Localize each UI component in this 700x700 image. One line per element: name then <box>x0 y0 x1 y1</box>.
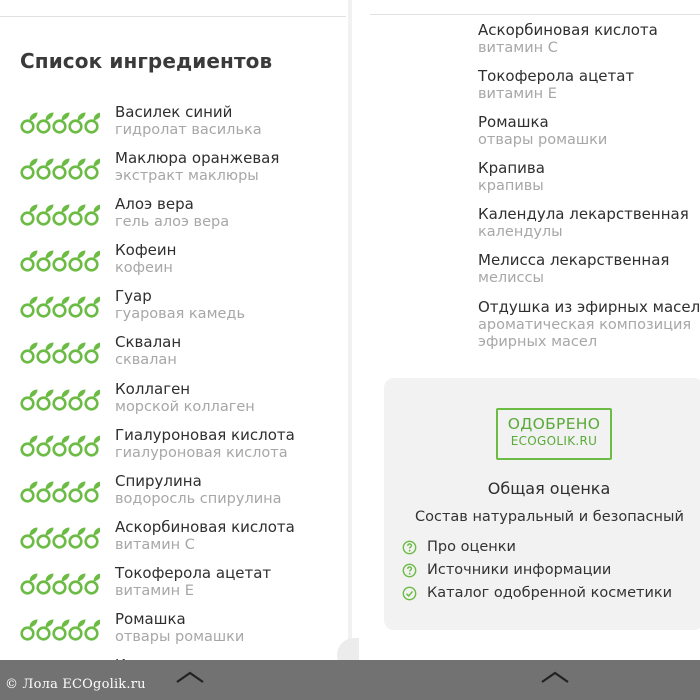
leaf-icon <box>22 620 38 640</box>
rating-leaves-icon <box>20 388 100 412</box>
ingredient-item[interactable] <box>352 297 700 357</box>
leaf-icon <box>70 481 86 501</box>
leaf-icon <box>86 620 100 640</box>
leaf-icon <box>86 205 100 225</box>
ingredient-source: витамин С <box>115 536 195 553</box>
leaf-icon <box>86 389 100 409</box>
ingredient-source: витамин Е <box>478 86 557 103</box>
ingredient-source: гидролат василька <box>115 122 262 138</box>
ingredient-item[interactable] <box>0 332 348 378</box>
rating-leaves-icon <box>20 480 100 504</box>
ingredient-item[interactable] <box>0 471 348 517</box>
ingredient-item[interactable] <box>0 517 348 563</box>
rating-leaves-icon <box>20 572 100 596</box>
card-links <box>402 536 672 605</box>
leaf-icon <box>38 343 54 363</box>
top-divider <box>370 14 700 15</box>
leaf-icon <box>86 527 100 547</box>
ingredient-item[interactable] <box>352 158 700 204</box>
check-circle-icon <box>402 586 417 601</box>
chevron-up-icon[interactable] <box>540 670 570 684</box>
leaf-icon <box>54 389 70 409</box>
leaf-icon <box>70 389 86 409</box>
leaf-icon <box>86 113 100 133</box>
stamp-site-text: ECOGOLIK.RU <box>510 434 598 448</box>
rating-leaves-icon <box>20 157 100 181</box>
leaf-icon <box>38 251 54 271</box>
top-divider <box>0 16 346 17</box>
rating-leaves-icon <box>20 249 100 273</box>
ingredient-source: гуаровая камедь <box>115 306 245 323</box>
chevron-up-icon[interactable] <box>175 670 205 684</box>
leaf-icon <box>54 297 70 317</box>
leaf-icon <box>54 343 70 363</box>
ingredient-source: крапивы <box>478 178 544 195</box>
leaf-icon <box>22 573 38 593</box>
ingredient-source: мелиссы <box>478 270 544 287</box>
rating-leaves-icon <box>20 295 100 319</box>
ingredient-source: витамин С <box>478 40 558 56</box>
ingredient-name: Спирулина <box>115 471 202 490</box>
leaf-icon <box>38 573 54 593</box>
leaf-icon <box>38 113 54 133</box>
leaf-icon <box>54 251 70 271</box>
ingredient-item[interactable] <box>0 194 348 240</box>
leaf-icon <box>22 389 38 409</box>
ingredient-name: Василек синий <box>115 103 233 121</box>
ingredients-list <box>0 102 348 700</box>
ingredient-name: Ромашка <box>115 610 186 629</box>
leaf-icon <box>22 343 38 363</box>
ingredient-item[interactable] <box>0 563 348 609</box>
ingredient-item[interactable] <box>0 102 348 148</box>
question-circle-icon <box>402 540 417 555</box>
leaf-icon <box>38 159 54 179</box>
card-link-item[interactable] <box>402 559 672 582</box>
rating-leaves-icon <box>20 111 100 135</box>
leaf-icon <box>86 435 100 455</box>
ingredient-name: Сквалан <box>115 333 182 352</box>
leaf-icon <box>38 481 54 501</box>
left-screenshot-panel <box>0 0 348 700</box>
leaf-icon <box>86 481 100 501</box>
ingredient-source: витамин Е <box>115 582 194 599</box>
ingredients-list <box>352 20 700 357</box>
rating-leaves-icon <box>20 526 100 550</box>
card-link-label: Каталог одобренной косметики <box>427 585 673 601</box>
ingredients-list-title: Список ингредиентов <box>20 49 273 73</box>
ingredient-source: сквалан <box>115 352 177 369</box>
leaf-icon <box>70 205 86 225</box>
leaf-icon <box>54 205 70 225</box>
ingredient-name: Маклюра оранжевая <box>115 149 280 168</box>
leaf-icon <box>38 297 54 317</box>
ingredient-name: Аскорбиновая кислота <box>115 517 295 536</box>
card-link-item[interactable] <box>402 536 672 559</box>
leaf-icon <box>38 205 54 225</box>
leaf-icon <box>70 251 86 271</box>
ingredient-name: Ромашка <box>478 113 549 132</box>
ingredient-source: гиалуроновая кислота <box>115 444 288 461</box>
ingredient-name: Алоэ вера <box>115 195 194 214</box>
leaf-icon <box>22 205 38 225</box>
ingredient-item[interactable] <box>0 286 348 332</box>
ingredient-source: водоросль спирулина <box>115 490 282 507</box>
leaf-icon <box>38 620 54 640</box>
leaf-icon <box>70 159 86 179</box>
overall-rating-title: Общая оценка <box>487 479 611 498</box>
leaf-icon <box>70 527 86 547</box>
ingredient-item[interactable] <box>352 204 700 250</box>
ingredient-source: отвары ромашки <box>478 132 608 149</box>
leaf-icon <box>86 343 100 363</box>
card-link-item[interactable] <box>402 582 672 605</box>
ingredient-source-continued: эфирных масел <box>478 333 598 350</box>
leaf-icon <box>22 435 38 455</box>
ingredient-name: Гиалуроновая кислота <box>115 425 295 444</box>
ingredient-source: кофеин <box>115 260 173 277</box>
ingredient-name: Гуар <box>115 287 152 306</box>
leaf-icon <box>54 481 70 501</box>
leaf-icon <box>54 527 70 547</box>
card-link-label: Про оценки <box>427 539 516 555</box>
ingredient-source: экстракт маклюры <box>115 168 259 185</box>
leaf-icon <box>38 435 54 455</box>
overall-rating-card <box>384 378 700 630</box>
approved-stamp <box>496 408 612 460</box>
ingredient-name: Аскорбиновая кислота <box>478 21 658 39</box>
right-screenshot-panel <box>352 0 700 700</box>
leaf-icon <box>70 573 86 593</box>
leaf-icon <box>86 159 100 179</box>
leaf-icon <box>54 113 70 133</box>
ingredient-name: Мелисса лекарственная <box>478 251 670 270</box>
ingredient-source: гель алоэ вера <box>115 214 230 231</box>
ingredient-item[interactable] <box>0 425 348 471</box>
ingredient-item[interactable] <box>352 250 700 296</box>
rating-leaves-icon <box>20 618 100 642</box>
card-link-label: Источники информации <box>427 562 612 578</box>
ingredient-name: Календула лекарственная <box>478 205 689 224</box>
ingredient-item[interactable] <box>0 148 348 194</box>
leaf-icon <box>70 113 86 133</box>
watermark: © Лола ECOgolik.ru <box>5 677 146 692</box>
leaf-icon <box>54 435 70 455</box>
leaf-icon <box>86 251 100 271</box>
question-circle-icon <box>402 563 417 578</box>
ingredient-item[interactable] <box>0 609 348 655</box>
leaf-icon <box>54 159 70 179</box>
leaf-icon <box>22 297 38 317</box>
ingredient-name: Коллаген <box>115 379 191 398</box>
ingredient-source: морской коллаген <box>115 398 255 415</box>
leaf-icon <box>86 297 100 317</box>
ingredient-name: Отдушка из эфирных масел <box>478 297 700 316</box>
ingredient-source: отвары ромашки <box>115 629 245 646</box>
ingredient-item[interactable] <box>0 240 348 286</box>
rating-leaves-icon <box>20 341 100 365</box>
ingredient-name: Кофеин <box>115 241 177 260</box>
rating-leaves-icon <box>20 434 100 458</box>
leaf-icon <box>22 113 38 133</box>
leaf-icon <box>22 527 38 547</box>
ingredient-item[interactable] <box>0 379 348 425</box>
leaf-icon <box>70 620 86 640</box>
leaf-icon <box>22 159 38 179</box>
leaf-icon <box>86 573 100 593</box>
ingredient-name: Токоферола ацетат <box>478 67 635 86</box>
ingredient-item[interactable] <box>352 20 700 66</box>
leaf-icon <box>70 343 86 363</box>
ingredient-item[interactable] <box>352 112 700 158</box>
leaf-icon <box>70 297 86 317</box>
ingredient-name: Крапива <box>478 159 545 178</box>
leaf-icon <box>38 527 54 547</box>
stamp-approved-text: ОДОБРЕНО <box>507 415 601 433</box>
rating-leaves-icon <box>20 203 100 227</box>
leaf-icon <box>22 481 38 501</box>
ingredient-item[interactable] <box>352 66 700 112</box>
leaf-icon <box>22 251 38 271</box>
leaf-icon <box>54 573 70 593</box>
leaf-icon <box>38 389 54 409</box>
overall-rating-summary: Состав натуральный и безопасный <box>415 509 684 525</box>
ingredient-name: Токоферола ацетат <box>115 563 272 582</box>
leaf-icon <box>70 435 86 455</box>
ingredient-source: ароматическая композиция <box>478 316 692 333</box>
ingredient-source: календулы <box>478 224 563 241</box>
leaf-icon <box>54 620 70 640</box>
